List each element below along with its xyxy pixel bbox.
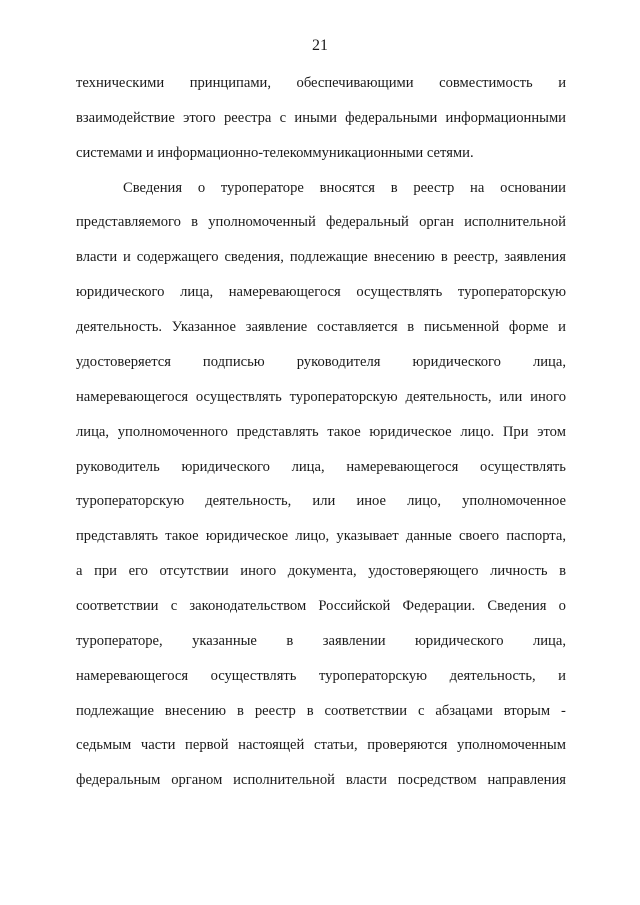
text-line: федеральным органом исполнительной власти посредством направления — [76, 772, 566, 788]
paragraph-first-line: Сведения о туроператоре вносятся в реестр на основании — [123, 180, 566, 196]
text-line: взаимодействие этого реестра с иными федеральными информационными — [76, 110, 566, 126]
text-line: подлежащие внесению в реестр в соответствии с абзацами вторым - — [76, 703, 566, 719]
text-line: соответствии с законодательством Российской Федерации. Сведения о — [76, 598, 566, 614]
text-line: а при его отсутствии иного документа, удостоверяющего личность в — [76, 563, 566, 579]
text-line: намеревающегося осуществлять туроператорскую деятельность, и — [76, 668, 566, 684]
text-line: туроператорскую деятельность, или иное лицо, уполномоченное — [76, 493, 566, 509]
text-line: лица, уполномоченного представлять такое юридическое лицо. При этом — [76, 424, 566, 440]
text-line: техническими принципами, обеспечивающими совместимость и — [76, 75, 566, 91]
text-line: представлять такое юридическое лицо, указывает данные своего паспорта, — [76, 528, 566, 544]
text-line: юридического лица, намеревающегося осуществлять туроператорскую — [76, 284, 566, 300]
page-number: 21 — [312, 37, 328, 54]
text-line: системами и информационно-телекоммуникационными сетями. — [76, 145, 474, 161]
text-line: деятельность. Указанное заявление составляется в письменной форме и — [76, 319, 566, 335]
text-line: власти и содержащего сведения, подлежащие внесению в реестр, заявления — [76, 249, 566, 265]
text-line: представляемого в уполномоченный федеральный орган исполнительной — [76, 214, 566, 230]
text-line: намеревающегося осуществлять туроператорскую деятельность, или иного — [76, 389, 566, 405]
text-line: туроператоре, указанные в заявлении юридического лица, — [76, 633, 566, 649]
text-line: руководитель юридического лица, намеревающегося осуществлять — [76, 459, 566, 475]
text-line: удостоверяется подписью руководителя юридического лица, — [76, 354, 566, 370]
text-line: седьмым части первой настоящей статьи, проверяются уполномоченным — [76, 737, 566, 753]
